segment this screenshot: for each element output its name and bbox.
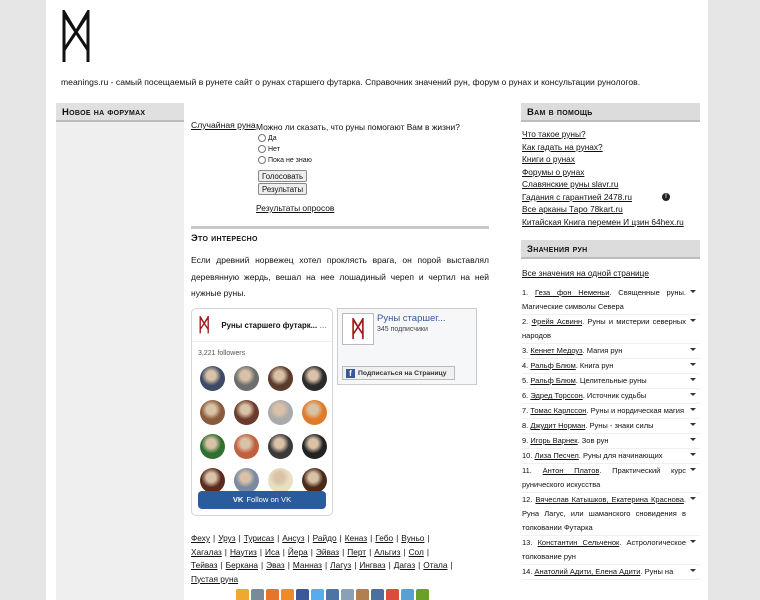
book-author-link[interactable]: Эдред Торссон bbox=[530, 391, 583, 400]
rune-link[interactable]: Райдо bbox=[312, 533, 337, 543]
book-title: Астрологическое толкование рун bbox=[522, 538, 686, 561]
help-item bbox=[522, 142, 700, 155]
radio-unknown[interactable] bbox=[258, 156, 266, 164]
follower-avatar[interactable] bbox=[234, 434, 259, 459]
rune-link[interactable]: Уруз bbox=[218, 533, 236, 543]
help-link[interactable]: Как гадать на рунах? bbox=[522, 141, 603, 152]
poll-option-label: Пока не знаю bbox=[268, 156, 312, 164]
poll-option-no[interactable] bbox=[258, 144, 460, 154]
runes-row bbox=[191, 546, 496, 560]
book-title: Зов рун bbox=[581, 436, 609, 445]
share-icon[interactable] bbox=[236, 589, 249, 600]
separator: | bbox=[224, 546, 227, 557]
book-title: Священные руны. Магические символы Севера bbox=[522, 288, 686, 311]
separator: | bbox=[369, 546, 372, 557]
runes-row bbox=[191, 532, 496, 546]
book-item: 10. Лиза Песчел. Руны для начинающих bbox=[522, 449, 700, 464]
help-item bbox=[522, 192, 700, 205]
book-item: 7. Томас Карлссон. Руны и нордическая магия bbox=[522, 404, 700, 419]
follower-avatar[interactable] bbox=[234, 400, 259, 425]
book-item: 9. Игорь Варнек. Зов рун bbox=[522, 434, 700, 449]
separator: | bbox=[282, 546, 285, 557]
share-icon[interactable] bbox=[356, 589, 369, 600]
poll-question: Можно ли сказать, что руны помогают Вам в жизни? bbox=[256, 122, 460, 132]
separator: | bbox=[427, 533, 430, 543]
share-icon[interactable] bbox=[251, 589, 264, 600]
poll-option-label: Нет bbox=[268, 145, 280, 153]
help-item bbox=[522, 204, 700, 217]
book-title: Руны на bbox=[644, 567, 674, 576]
book-item: 6. Эдред Торссон. Источник судьбы bbox=[522, 389, 700, 404]
help-list bbox=[521, 122, 700, 229]
rune-link[interactable]: Альгиз bbox=[374, 546, 401, 557]
book-author-link[interactable]: Джудит Норман bbox=[530, 421, 586, 430]
book-number: 9. bbox=[522, 436, 529, 445]
help-link[interactable]: Форумы о рунах bbox=[522, 166, 585, 177]
separator: | bbox=[287, 560, 290, 570]
separator: | bbox=[220, 560, 223, 570]
book-title: Целительные руны bbox=[579, 376, 647, 385]
book-item: 2. Фрейя Асвинн. Руны и мистерии северных народов bbox=[522, 315, 700, 344]
separator: | bbox=[388, 560, 391, 570]
help-item bbox=[522, 217, 700, 230]
radio-no[interactable] bbox=[258, 145, 266, 153]
vk-widget bbox=[191, 308, 333, 516]
separator: | bbox=[426, 546, 429, 557]
help-heading: Вам в помощь bbox=[521, 103, 700, 122]
book-number: 11. bbox=[522, 466, 532, 475]
rune-link[interactable]: Беркана bbox=[225, 560, 258, 570]
rune-link[interactable]: Турисаз bbox=[243, 533, 275, 543]
help-link[interactable]: Книги о рунах bbox=[522, 154, 575, 164]
expand-caret-icon[interactable] bbox=[690, 540, 696, 543]
help-link[interactable]: Китайская Книга перемен И цзин 64hex.ru bbox=[522, 216, 684, 227]
book-author-link[interactable]: Томас Карлссон bbox=[530, 406, 587, 415]
share-icon[interactable] bbox=[311, 589, 324, 600]
separator: | bbox=[396, 533, 399, 543]
book-title: Источник судьбы bbox=[586, 391, 647, 400]
share-icon[interactable] bbox=[401, 589, 414, 600]
vk-group-logo[interactable] bbox=[197, 316, 211, 334]
rune-link[interactable]: Ансуз bbox=[282, 533, 305, 543]
book-number: 2. bbox=[522, 317, 529, 326]
follower-avatar[interactable] bbox=[200, 468, 225, 493]
follower-avatar[interactable] bbox=[302, 366, 327, 391]
rune-link[interactable]: Йера bbox=[287, 546, 308, 557]
vk-logo-icon: VK bbox=[232, 495, 244, 504]
book-author-link[interactable]: Ральф Блюм bbox=[530, 361, 576, 370]
book-author-link[interactable]: Фрейя Асвинн bbox=[531, 317, 583, 326]
separator: | bbox=[277, 533, 280, 543]
vk-header[interactable] bbox=[192, 309, 332, 342]
rune-link[interactable]: Сол bbox=[408, 546, 424, 557]
book-author-link[interactable]: Кеннет Медоуз bbox=[530, 346, 583, 355]
separator: | bbox=[260, 560, 264, 570]
site-tagline: meanings.ru - самый посещаемый в рунете сайт о рунах старшего футарка. Справочник значений рун, форум о рунах и консультации рунологов. bbox=[61, 77, 641, 87]
follower-avatar[interactable] bbox=[234, 366, 259, 391]
expand-caret-icon[interactable] bbox=[690, 423, 696, 426]
rune-link[interactable]: Тейваз bbox=[191, 560, 218, 570]
rune-link[interactable]: Лагуз bbox=[330, 560, 352, 570]
book-number: 14. bbox=[522, 567, 533, 576]
book-title: Руна Лагус, или шаманского сновидения в толковании Футарка bbox=[522, 509, 686, 532]
separator: | bbox=[403, 546, 406, 557]
rune-link[interactable]: Эваз bbox=[266, 560, 285, 570]
share-icon[interactable] bbox=[266, 589, 279, 600]
interesting-heading: Это интересно bbox=[191, 233, 258, 244]
expand-caret-icon[interactable] bbox=[690, 363, 696, 366]
expand-caret-icon[interactable] bbox=[690, 378, 696, 381]
book-number: 10. bbox=[522, 451, 533, 460]
help-link[interactable]: Что такое руны? bbox=[522, 129, 586, 139]
right-sidebar bbox=[521, 103, 700, 580]
vk-avatar-grid bbox=[192, 357, 332, 493]
help-link[interactable]: Все арканы Таро 78kart.ru bbox=[522, 204, 623, 214]
divider bbox=[191, 226, 489, 229]
follower-avatar[interactable] bbox=[200, 366, 225, 391]
book-title: Руны - знаки силы bbox=[589, 421, 654, 430]
expand-caret-icon[interactable] bbox=[690, 290, 696, 293]
fb-page-name[interactable]: Руны старшег... bbox=[377, 313, 446, 324]
book-title: Практический курс рунического искусства bbox=[522, 466, 686, 489]
all-meanings-link[interactable]: Все значения на одной странице bbox=[522, 268, 649, 278]
left-sidebar bbox=[56, 103, 184, 600]
follower-avatar[interactable] bbox=[302, 400, 327, 425]
expand-caret-icon[interactable] bbox=[690, 319, 696, 322]
rune-link[interactable]: Иса bbox=[265, 546, 280, 557]
book-author-link[interactable]: Вячеслав Катышков, Екатерина Краснова bbox=[535, 495, 684, 504]
book-author-link[interactable]: Константин Сельченок bbox=[537, 538, 620, 547]
separator: | bbox=[339, 533, 342, 543]
book-author-link[interactable]: Антон Платов bbox=[542, 466, 600, 475]
book-author-link[interactable]: Лиза Песчел bbox=[534, 451, 579, 460]
poll-option-yes[interactable] bbox=[258, 133, 460, 143]
book-author-link[interactable]: Ральф Блюм bbox=[530, 376, 576, 385]
help-item bbox=[522, 167, 700, 180]
expand-caret-icon[interactable] bbox=[690, 497, 696, 500]
rune-link[interactable]: Феху bbox=[191, 533, 211, 543]
book-number: 8. bbox=[522, 421, 529, 430]
results-button[interactable]: Результаты bbox=[258, 183, 307, 195]
poll-results-link[interactable]: Результаты опросов bbox=[256, 203, 335, 213]
help-item bbox=[522, 154, 700, 167]
follower-avatar[interactable] bbox=[302, 434, 327, 459]
rune-link[interactable]: Пустая руна bbox=[191, 573, 239, 584]
separator: | bbox=[310, 546, 313, 557]
separator: | bbox=[259, 546, 262, 557]
share-icon[interactable] bbox=[326, 589, 339, 600]
separator: | bbox=[418, 560, 421, 570]
separator: | bbox=[342, 546, 345, 557]
site-logo[interactable] bbox=[61, 10, 91, 64]
book-item: 5. Ральф Блюм. Целительные руны bbox=[522, 374, 700, 389]
share-icon[interactable] bbox=[281, 589, 294, 600]
poll-option-unknown[interactable] bbox=[258, 155, 460, 165]
vk-follow-label: Follow on VK bbox=[246, 495, 292, 504]
fb-logo-icon bbox=[350, 318, 366, 340]
page bbox=[46, 0, 708, 600]
book-number: 5. bbox=[522, 376, 529, 385]
follower-avatar[interactable] bbox=[268, 366, 293, 391]
rune-link[interactable]: Ингваз bbox=[359, 560, 386, 570]
runes-row bbox=[191, 573, 496, 587]
follower-avatar[interactable] bbox=[302, 468, 327, 493]
book-item: 4. Ральф Блюм. Книга рун bbox=[522, 359, 700, 374]
rune-link[interactable]: Гебо bbox=[375, 533, 394, 543]
radio-yes[interactable] bbox=[258, 134, 266, 142]
vk-followers: 3,221 followers bbox=[198, 350, 246, 357]
share-icon[interactable] bbox=[296, 589, 309, 600]
expand-caret-icon[interactable] bbox=[690, 408, 696, 411]
book-title: Руны и нордическая магия bbox=[590, 406, 685, 415]
rune-link[interactable]: Вуньо bbox=[401, 533, 425, 543]
warning-icon[interactable]: ! bbox=[662, 193, 670, 201]
share-icon[interactable] bbox=[386, 589, 399, 600]
book-author-link[interactable]: Геза фон Неменьи bbox=[535, 288, 610, 297]
random-rune-link[interactable]: Случайная руна bbox=[191, 120, 256, 130]
forum-news-heading: Новое на форумах bbox=[56, 103, 184, 122]
expand-caret-icon[interactable] bbox=[690, 348, 696, 351]
help-item bbox=[522, 179, 700, 192]
follower-avatar[interactable] bbox=[268, 468, 293, 493]
expand-caret-icon[interactable] bbox=[690, 569, 696, 572]
books-list bbox=[522, 286, 700, 580]
expand-caret-icon[interactable] bbox=[690, 438, 696, 441]
book-item: 12. Вячеслав Катышков, Екатерина Краснова. Руна Лагус, или шаманского сновидения в толковании Футарка bbox=[522, 493, 700, 536]
share-icon[interactable] bbox=[371, 589, 384, 600]
expand-caret-icon[interactable] bbox=[690, 393, 696, 396]
separator: | bbox=[450, 560, 453, 570]
follower-avatar[interactable] bbox=[200, 400, 225, 425]
rune-link[interactable]: Эйваз bbox=[315, 546, 340, 557]
poll bbox=[256, 122, 460, 195]
separator: | bbox=[213, 533, 216, 543]
vk-follow-button[interactable] bbox=[198, 491, 326, 509]
follower-avatar[interactable] bbox=[268, 400, 293, 425]
separator: | bbox=[370, 533, 373, 543]
help-link[interactable]: Славянские руны slavr.ru bbox=[522, 179, 619, 189]
book-number: 6. bbox=[522, 391, 529, 400]
book-title: Магия рун bbox=[586, 346, 623, 355]
book-title: Руны для начинающих bbox=[582, 451, 663, 460]
poll-option-label: Да bbox=[268, 134, 277, 142]
book-number: 7. bbox=[522, 406, 529, 415]
separator: | bbox=[307, 533, 310, 543]
rune-link[interactable]: Хагалаз bbox=[191, 546, 222, 557]
book-item: 3. Кеннет Медоуз. Магия рун bbox=[522, 344, 700, 359]
book-number: 13. bbox=[522, 538, 533, 547]
interesting-text: Если древний норвежец хотел проклясть врага, он порой выставлял деревянную жердь, вешал на нее лошадиный череп и чертил на ней нужные руны. bbox=[191, 255, 489, 298]
rune-link[interactable]: Дагаз bbox=[393, 560, 416, 570]
separator: | bbox=[354, 560, 357, 570]
book-number: 4. bbox=[522, 361, 529, 370]
vk-group-title[interactable]: Руны старшего футарк... bbox=[221, 320, 318, 330]
book-number: 3. bbox=[522, 346, 529, 355]
fb-subscribers: 345 подписчики bbox=[377, 326, 428, 333]
book-item: 1. Геза фон Неменьи. Священные руны. Магические символы Севера bbox=[522, 286, 700, 315]
expand-caret-icon[interactable] bbox=[690, 468, 696, 471]
follower-avatar[interactable] bbox=[268, 434, 293, 459]
fb-page-logo[interactable] bbox=[342, 313, 374, 345]
vote-button[interactable]: Голосовать bbox=[258, 170, 307, 182]
follower-avatar[interactable] bbox=[234, 468, 259, 493]
book-author-link[interactable]: Анатолий Адити, Елена Адити bbox=[534, 567, 641, 576]
follower-avatar[interactable] bbox=[200, 434, 225, 459]
fb-subscribe-label: Подписаться на Страницу bbox=[358, 369, 447, 377]
fb-subscribe-button[interactable] bbox=[342, 366, 455, 380]
book-number: 12. bbox=[522, 495, 533, 504]
more-icon[interactable]: ... bbox=[319, 320, 327, 330]
book-author-link[interactable]: Игорь Варнек bbox=[530, 436, 578, 445]
rune-link[interactable]: Отала bbox=[423, 560, 448, 570]
rune-link[interactable]: Наутиз bbox=[229, 546, 257, 557]
expand-caret-icon[interactable] bbox=[690, 453, 696, 456]
share-icon[interactable] bbox=[341, 589, 354, 600]
runes-row bbox=[191, 559, 496, 573]
book-item: 8. Джудит Норман. Руны - знаки силы bbox=[522, 419, 700, 434]
book-title: Книга рун bbox=[579, 361, 614, 370]
rune-link[interactable]: Перт bbox=[347, 546, 367, 557]
fb-widget bbox=[337, 308, 477, 385]
book-item: 13. Константин Сельченок. Астрологическое толкование рун bbox=[522, 536, 700, 565]
facebook-icon: f bbox=[346, 369, 355, 378]
book-item: 14. Анатолий Адити, Елена Адити. Руны на bbox=[522, 565, 700, 580]
rune-link[interactable]: Кеназ bbox=[344, 533, 368, 543]
runes-index bbox=[191, 532, 496, 586]
book-title: Руны и мистерии северных народов bbox=[522, 317, 687, 340]
meanings-heading: Значения рун bbox=[521, 240, 700, 259]
separator: | bbox=[238, 533, 241, 543]
separator: | bbox=[324, 560, 328, 570]
rune-link[interactable]: Манназ bbox=[292, 560, 322, 570]
help-item bbox=[522, 129, 700, 142]
book-number: 1. bbox=[522, 288, 529, 297]
share-icon[interactable] bbox=[416, 589, 429, 600]
book-item: 11. Антон Платов. Практический курс рунического искусства bbox=[522, 464, 700, 493]
share-buttons bbox=[236, 589, 429, 600]
help-link[interactable]: Гадания с гарантией 2478.ru bbox=[522, 191, 632, 202]
